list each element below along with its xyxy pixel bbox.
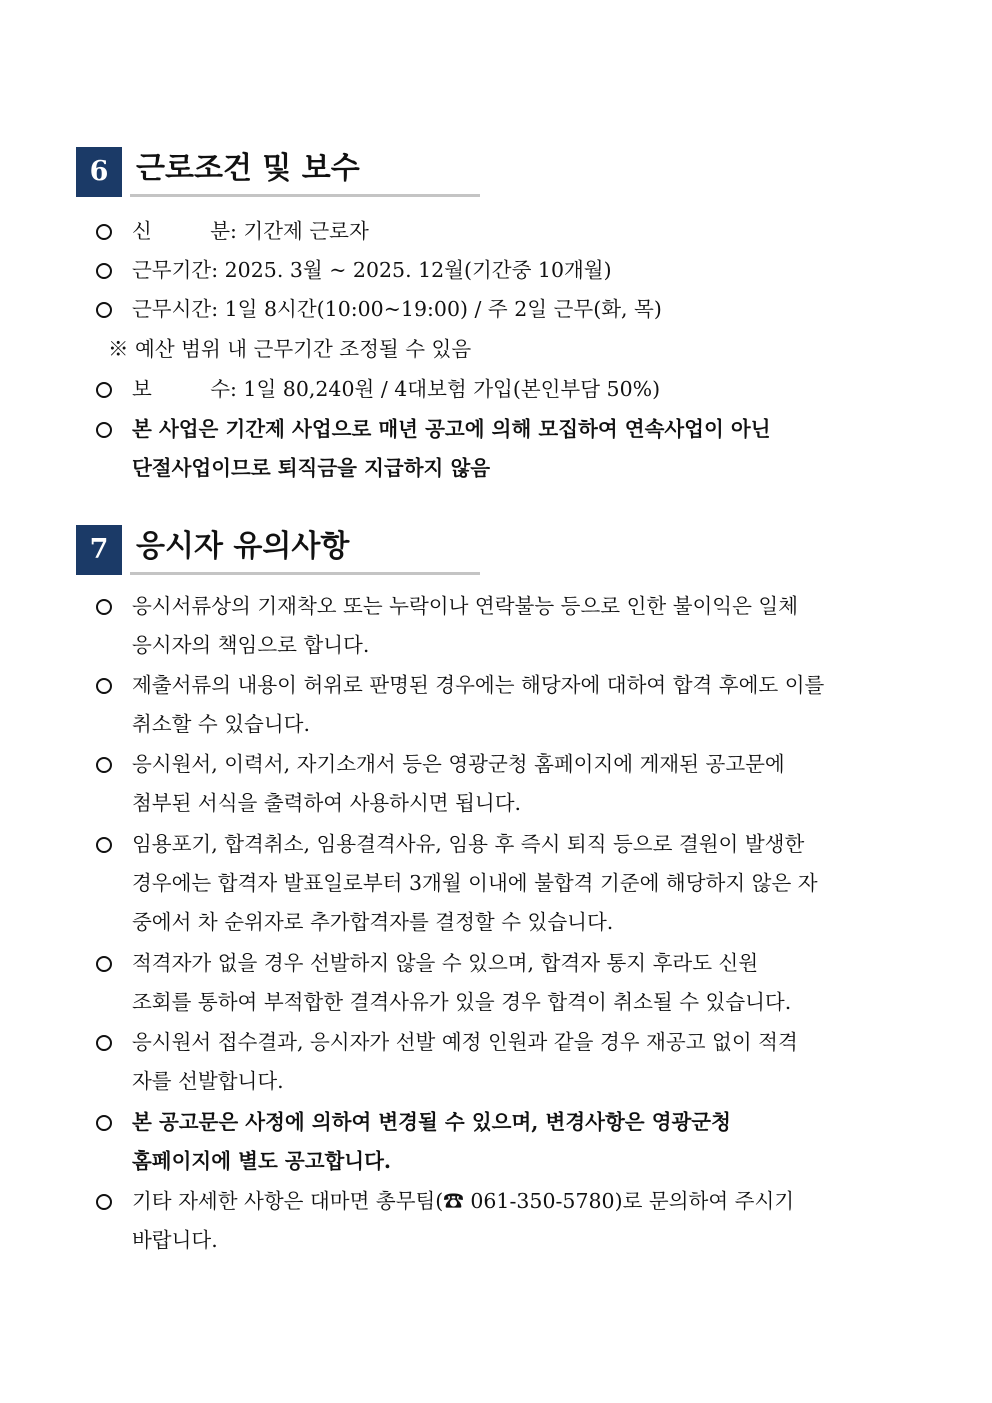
section-7-header <box>76 525 480 575</box>
circle-bullet-icon <box>92 666 122 707</box>
list-item <box>92 745 922 823</box>
list-item <box>92 825 922 942</box>
item-label: 근무기간 <box>132 258 212 282</box>
item-value: : 1일 8시간(10:00~19:00) / 주 2일 근무(화, 목) <box>211 297 662 321</box>
item-line: 바랍니다. <box>132 1228 218 1252</box>
list-item <box>92 587 922 665</box>
circle-bullet-icon <box>92 745 122 786</box>
circle-bullet-icon <box>92 410 122 451</box>
item-line: 임용포기, 합격취소, 임용결격사유, 임용 후 즉시 퇴직 등으로 결원이 발생한 <box>132 832 805 856</box>
list-item <box>92 370 922 409</box>
item-line: 조회를 통하여 부적합한 결격사유가 있을 경우 합격이 취소될 수 있습니다. <box>132 990 792 1014</box>
section-title: 응시자 유의사항 <box>136 529 350 564</box>
section-divider <box>130 572 480 575</box>
item-line: 응시원서, 이력서, 자기소개서 등은 영광군청 홈페이지에 게재된 공고문에 <box>132 752 785 776</box>
section-divider <box>130 194 480 197</box>
item-line: 응시서류상의 기재착오 또는 누락이나 연락불능 등으로 인한 불이익은 일체 <box>132 594 799 618</box>
list-item <box>92 290 922 329</box>
list-item <box>92 212 922 251</box>
circle-bullet-icon <box>92 587 122 628</box>
item-line: 응시원서 접수결과, 응시자가 선발 예정 인원과 같을 경우 재공고 없이 적격 <box>132 1030 798 1054</box>
list-item <box>92 666 922 744</box>
section-title: 근로조건 및 보수 <box>136 151 360 186</box>
item-line: 취소할 수 있습니다. <box>132 712 310 736</box>
circle-bullet-icon <box>92 251 122 292</box>
section-number: 6 <box>76 147 122 197</box>
item-line: 자를 선발합니다. <box>132 1069 284 1093</box>
section-number: 7 <box>76 525 122 575</box>
item-line: 적격자가 없을 경우 선발하지 않을 수 있으며, 합격자 통지 후라도 신원 <box>132 951 759 975</box>
item-line: 단절사업이므로 퇴직금을 지급하지 않음 <box>132 456 491 480</box>
item-line: 경우에는 합격자 발표일로부터 3개월 이내에 불합격 기준에 해당하지 않은 자 <box>132 871 818 895</box>
circle-bullet-icon <box>92 290 122 331</box>
list-item <box>92 944 922 1022</box>
list-item <box>92 251 922 290</box>
circle-bullet-icon <box>92 1023 122 1064</box>
budget-note: ※ 예산 범위 내 근무기간 조정될 수 있음 <box>108 337 472 361</box>
circle-bullet-icon <box>92 944 122 985</box>
list-item-bold <box>92 410 922 488</box>
item-line: 첨부된 서식을 출력하여 사용하시면 됩니다. <box>132 791 522 815</box>
item-value: : 1일 80,240원 / 4대보험 가입(본인부담 50%) <box>230 377 661 401</box>
item-label: 보 수 <box>132 377 230 401</box>
section-6-header <box>76 147 480 197</box>
item-line: 중에서 차 순위자로 추가합격자를 결정할 수 있습니다. <box>132 910 614 934</box>
circle-bullet-icon <box>92 1182 122 1223</box>
item-value: : 2025. 3월 ~ 2025. 12월(기간중 10개월) <box>211 258 612 282</box>
list-item <box>92 1182 922 1260</box>
item-line: 홈페이지에 별도 공고합니다. <box>132 1149 392 1173</box>
item-label: 신 분 <box>132 219 230 243</box>
circle-bullet-icon <box>92 825 122 866</box>
list-item <box>92 1023 922 1101</box>
item-line: 기타 자세한 사항은 대마면 총무팀(☎ 061-350-5780)로 문의하여 주시기 <box>132 1189 795 1213</box>
circle-bullet-icon <box>92 212 122 253</box>
circle-bullet-icon <box>92 1103 122 1144</box>
item-line: 본 공고문은 사정에 의하여 변경될 수 있으며, 변경사항은 영광군청 <box>132 1110 731 1134</box>
list-item-bold <box>92 1103 922 1181</box>
item-label: 근무시간 <box>132 297 212 321</box>
circle-bullet-icon <box>92 370 122 411</box>
item-value: : 기간제 근로자 <box>230 219 369 243</box>
item-line: 제출서류의 내용이 허위로 판명된 경우에는 해당자에 대하여 합격 후에도 이를 <box>132 673 825 697</box>
item-line: 본 사업은 기간제 사업으로 매년 공고에 의해 모집하여 연속사업이 아닌 <box>132 417 771 441</box>
item-line: 응시자의 책임으로 합니다. <box>132 633 370 657</box>
